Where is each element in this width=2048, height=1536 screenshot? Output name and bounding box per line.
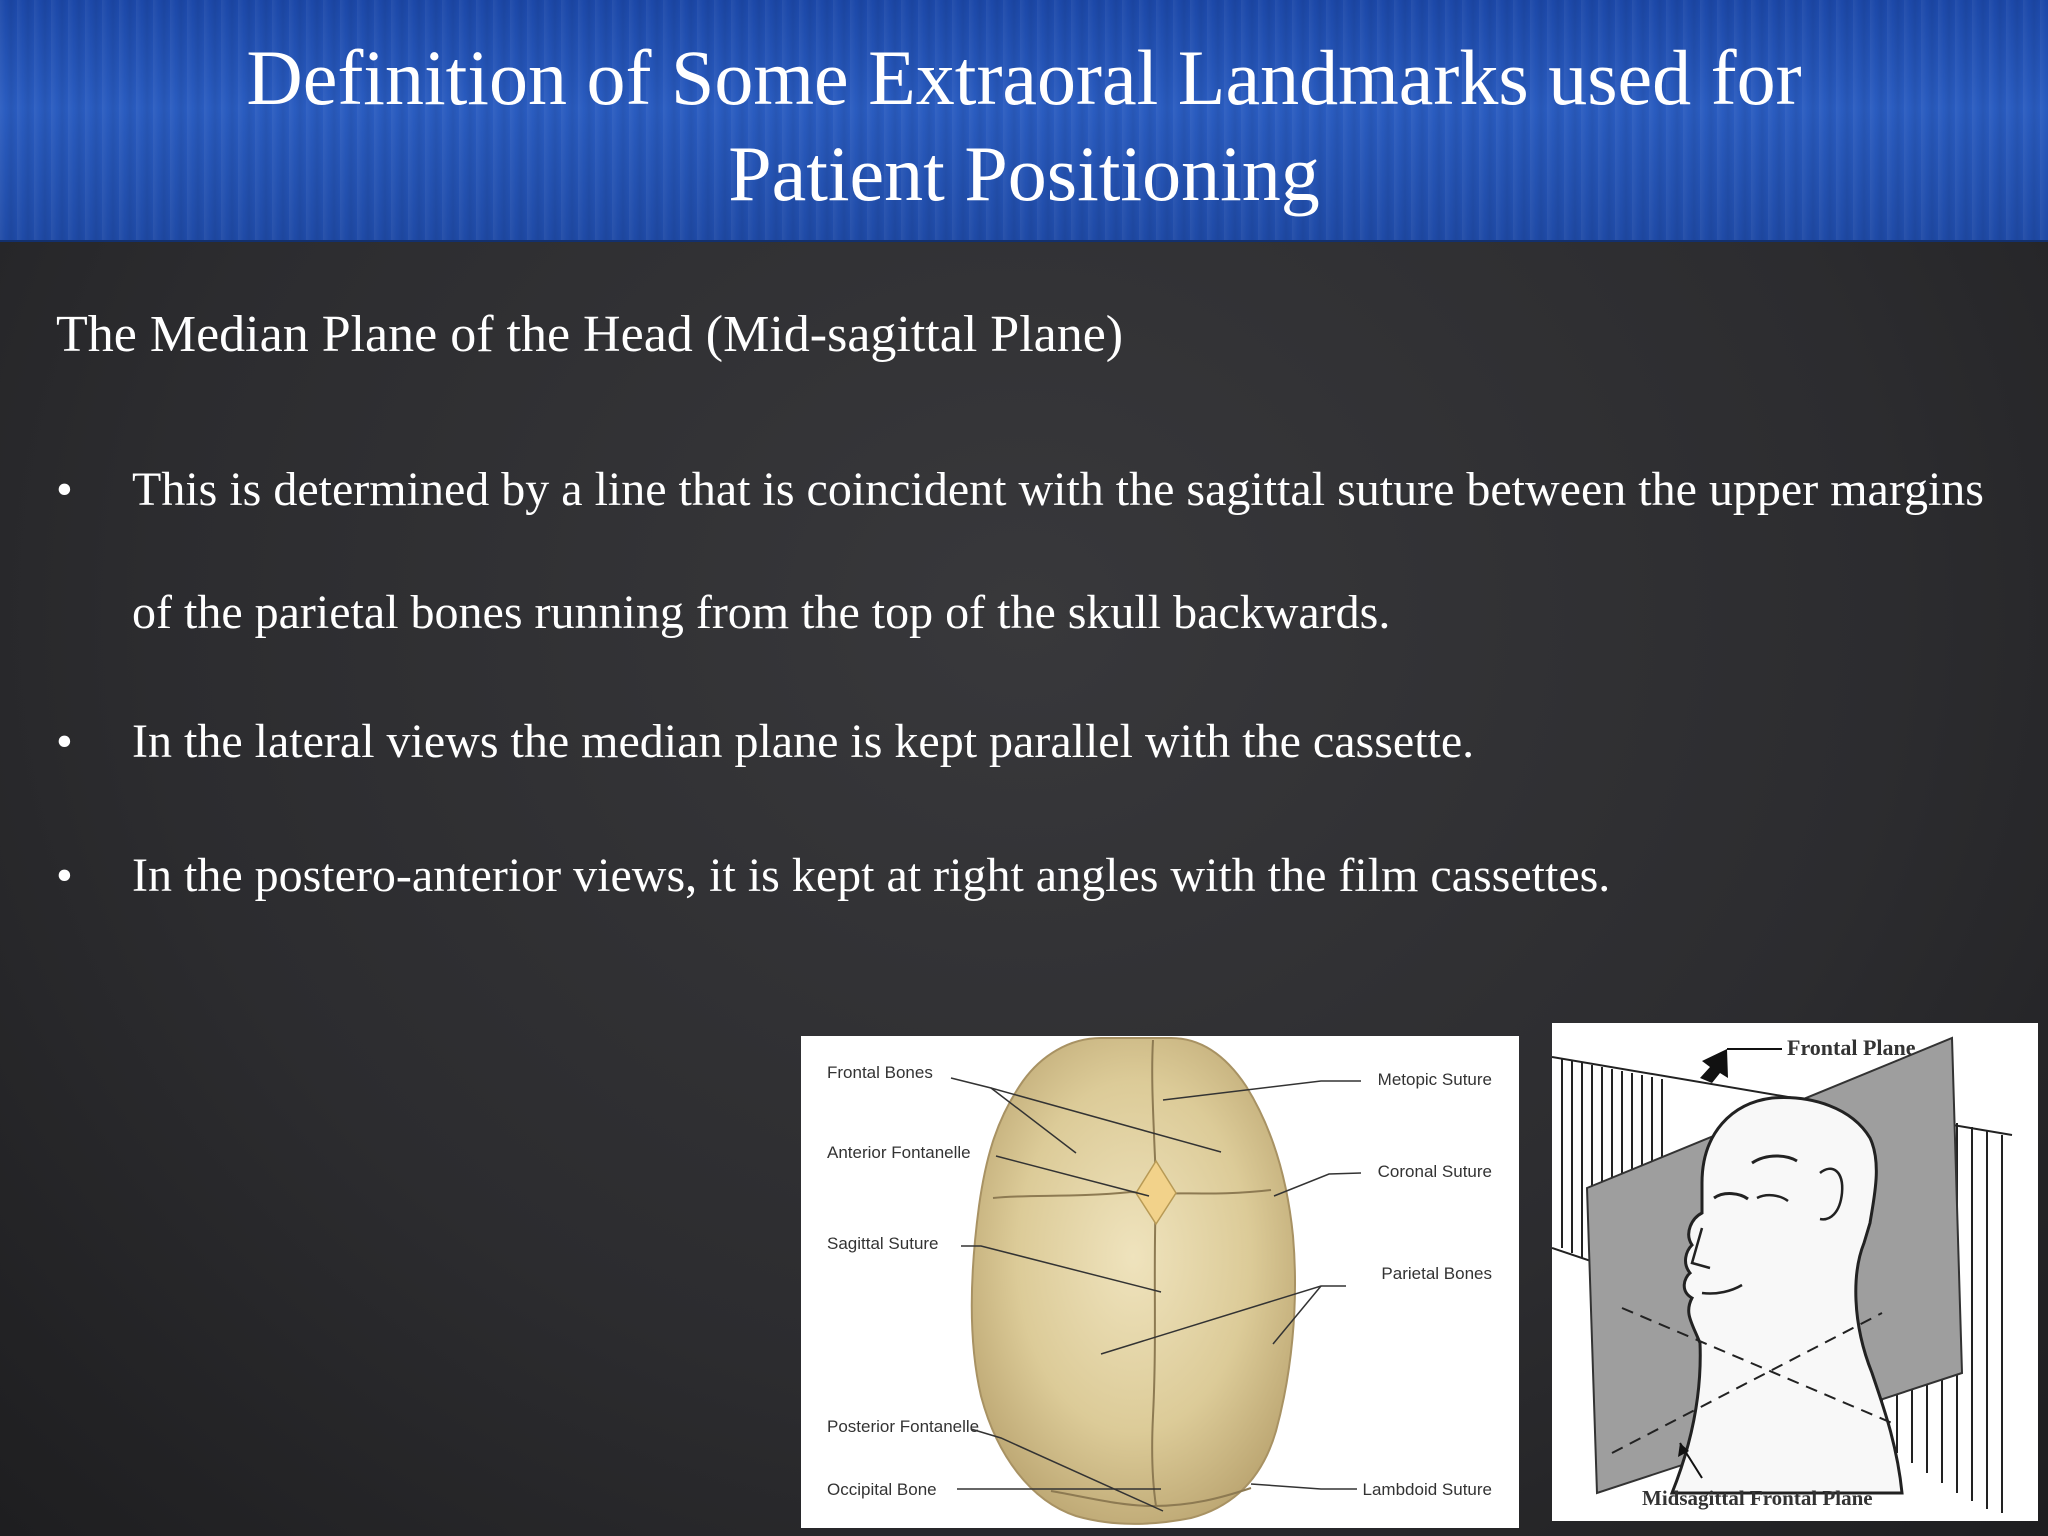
bullet-text: In the postero-anterior views, it is kept at right angles with the film cassettes. [132,849,1611,902]
bullet-item [56,428,1986,674]
slide-title-line-1: Definition of Some Extraoral Landmarks used for [246,34,1802,121]
bullet-marker: • [56,715,73,768]
bullet-item [56,846,1986,906]
label-anterior-fontanelle: Anterior Fontanelle [827,1143,971,1162]
skull-top-view-diagram [801,1036,1519,1528]
label-sagittal-suture: Sagittal Suture [827,1234,939,1253]
label-occipital-bone: Occipital Bone [827,1480,937,1499]
title-banner [0,0,2048,242]
head-planes-diagram [1552,1023,2038,1521]
bullet-item [56,712,1986,772]
frontal-plane-arrow [1700,1049,1728,1083]
label-midsagittal-frontal-plane: Midsagittal Frontal Plane [1642,1486,1873,1510]
bullet-text: This is determined by a line that is coincident with the sagittal suture between the upper margins of the parietal bones running from the top of the skull backwards. [132,463,1984,639]
label-lambdoid-suture: Lambdoid Suture [1362,1480,1492,1499]
slide-title-line-2: Patient Positioning [728,130,1320,217]
bullet-text: In the lateral views the median plane is kept parallel with the cassette. [132,715,1475,768]
bullet-marker: • [56,849,73,902]
label-posterior-fontanelle: Posterior Fontanelle [827,1417,980,1436]
label-coronal-suture: Coronal Suture [1377,1162,1492,1181]
skull-diagram-svg [801,1036,1519,1528]
label-parietal-bones: Parietal Bones [1381,1264,1492,1283]
slide-title [0,30,2048,222]
section-heading: The Median Plane of the Head (Mid-sagittal Plane) [56,306,1124,363]
bullet-list [56,428,1986,906]
label-frontal-bones: Frontal Bones [827,1063,933,1082]
planes-diagram-svg [1552,1023,2038,1521]
bullet-marker: • [56,463,73,516]
label-metopic-suture: Metopic Suture [1377,1070,1492,1089]
label-frontal-plane: Frontal Plane [1787,1035,1916,1060]
